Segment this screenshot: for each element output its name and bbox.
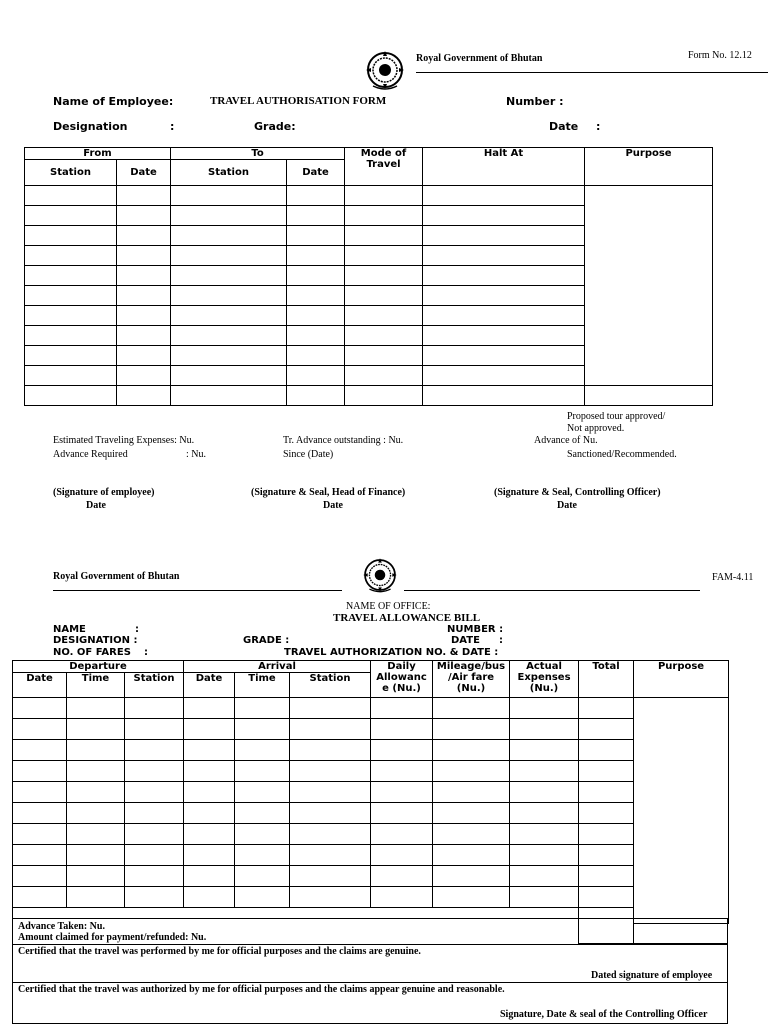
table-cell[interactable] [510,740,579,761]
table-cell[interactable] [13,803,67,824]
table-cell[interactable] [67,887,125,908]
date-colon: : [596,120,601,133]
table-cell[interactable] [345,266,423,286]
table-cell[interactable] [117,386,171,406]
table-cell[interactable] [25,366,117,386]
table-cell[interactable] [510,824,579,845]
table-cell[interactable] [371,740,433,761]
tr-advance-outstanding-label: Tr. Advance outstanding : Nu. [283,435,404,446]
table-cell[interactable] [117,346,171,366]
table-cell[interactable] [433,824,510,845]
royal-emblem-icon [358,555,402,595]
purpose-cell[interactable] [634,698,729,924]
grade-label: Grade: [254,120,296,133]
table-cell[interactable] [510,719,579,740]
name-of-office-label: NAME OF OFFICE: [346,601,431,612]
table-cell[interactable] [171,346,287,366]
travel-allowance-table [12,660,729,924]
table-cell[interactable] [433,740,510,761]
table-cell[interactable] [290,824,371,845]
travel-authorization-label: TRAVEL AUTHORIZATION NO. & DATE : [284,647,499,658]
table-cell[interactable] [510,866,579,887]
table-cell[interactable] [171,246,287,266]
designation-label-2: DESIGNATION : [53,635,138,646]
table-cell[interactable] [125,761,184,782]
table-cell[interactable] [235,824,290,845]
table-cell[interactable] [433,845,510,866]
signature-employee-date: Date [86,500,106,511]
table-cell[interactable] [184,824,235,845]
signature-finance-date: Date [323,500,343,511]
table-cell[interactable] [125,887,184,908]
org-name: Royal Government of Bhutan [416,53,543,64]
table-cell[interactable] [345,206,423,226]
table-cell[interactable] [287,366,345,386]
table-cell[interactable] [287,386,345,406]
table-cell[interactable] [67,719,125,740]
table-cell[interactable] [579,866,634,887]
table-cell[interactable] [510,803,579,824]
table-cell[interactable] [25,266,117,286]
header-halt-at: Halt At [423,148,585,186]
table-cell[interactable] [423,386,585,406]
table-cell[interactable] [371,845,433,866]
sanctioned-recommended-label: Sanctioned/Recommended. [567,449,677,460]
table-cell[interactable] [290,845,371,866]
table-cell[interactable] [579,803,634,824]
table-cell[interactable] [287,346,345,366]
table-cell[interactable] [67,698,125,719]
table-cell[interactable] [345,286,423,306]
table-cell[interactable] [290,698,371,719]
table-cell[interactable] [290,803,371,824]
signature-controlling-officer: Signature, Date & seal of the Controlling Officer [500,1009,708,1020]
table-cell[interactable] [184,719,235,740]
header-mileage: Mileage/bus /Air fare (Nu.) [433,661,510,698]
designation-label: Designation [53,120,128,133]
table-cell[interactable] [184,782,235,803]
table-cell[interactable] [290,866,371,887]
table-cell[interactable] [510,698,579,719]
form-number: Form No. 12.12 [688,50,752,61]
table-cell[interactable] [67,782,125,803]
table-cell[interactable] [235,782,290,803]
table-cell[interactable] [235,740,290,761]
table-cell[interactable] [371,887,433,908]
header-arrival: Arrival [184,661,371,673]
table-cell[interactable] [290,782,371,803]
table-cell[interactable] [13,887,67,908]
table-cell[interactable] [235,698,290,719]
table-cell[interactable] [125,740,184,761]
form-number-2: FAM-4.11 [712,572,754,583]
number-label-2: NUMBER : [447,624,504,635]
table-cell[interactable] [117,246,171,266]
table-cell[interactable] [287,326,345,346]
table-cell[interactable] [25,306,117,326]
table-cell[interactable] [171,366,287,386]
table-cell[interactable] [423,186,585,206]
table-cell[interactable] [433,887,510,908]
table-cell[interactable] [13,719,67,740]
table-cell[interactable] [423,326,585,346]
table-cell[interactable] [13,782,67,803]
table-cell[interactable] [371,761,433,782]
table-cell[interactable] [579,824,634,845]
table-cell[interactable] [433,719,510,740]
table-cell[interactable] [433,803,510,824]
header-total: Total [579,661,634,698]
table-cell[interactable] [579,740,634,761]
header-to-station: Station [171,160,287,186]
table-cell[interactable] [345,186,423,206]
table-cell[interactable] [13,845,67,866]
table-cell[interactable] [345,226,423,246]
certification-controlling: Certified that the travel was authorized by me for official purposes and the claims appear genuine and reasonable. [18,984,505,995]
form-title-2: TRAVEL ALLOWANCE BILL [333,612,481,624]
table-cell[interactable] [125,782,184,803]
table-cell[interactable] [510,845,579,866]
table-cell[interactable] [67,761,125,782]
table-cell[interactable] [579,698,634,719]
date-colon-2: : [499,635,503,646]
table-cell[interactable] [235,761,290,782]
name-of-employee-label: Name of Employee: [53,95,174,108]
table-cell[interactable] [345,246,423,266]
table-cell[interactable] [25,386,117,406]
table-cell[interactable] [235,887,290,908]
table-cell[interactable] [510,887,579,908]
table-cell[interactable] [184,761,235,782]
table-cell[interactable] [287,226,345,246]
table-cell[interactable] [117,186,171,206]
table-cell[interactable] [184,866,235,887]
table-cell[interactable] [235,803,290,824]
table-cell[interactable] [125,866,184,887]
grade-label-2: GRADE : [243,635,290,646]
purpose-claim-cell[interactable] [633,918,728,944]
header-daily-allowance: Daily Allowanc e (Nu.) [371,661,433,698]
table-cell[interactable] [25,186,117,206]
header-from-date: Date [117,160,171,186]
table-cell[interactable] [345,326,423,346]
header-from-station: Station [25,160,117,186]
table-cell[interactable] [345,386,423,406]
table-cell[interactable] [117,286,171,306]
table-cell[interactable] [125,824,184,845]
table-cell[interactable] [171,386,287,406]
table-cell[interactable] [25,326,117,346]
table-cell[interactable] [184,698,235,719]
not-approved: Not approved. [567,423,625,434]
table-cell[interactable] [235,719,290,740]
name-label: NAME [53,624,86,635]
table-cell[interactable] [433,698,510,719]
table-cell[interactable] [423,226,585,246]
org-name-2: Royal Government of Bhutan [53,571,180,582]
fares-colon: : [144,647,148,658]
table-cell[interactable] [171,326,287,346]
date-label-2: DATE [451,635,480,646]
table-cell[interactable] [117,266,171,286]
table-cell[interactable] [345,346,423,366]
table-cell[interactable] [579,887,634,908]
header-to: To [171,148,345,160]
table-cell[interactable] [171,206,287,226]
table-cell[interactable] [171,286,287,306]
table-cell[interactable] [371,782,433,803]
table-cell[interactable] [184,845,235,866]
table-cell[interactable] [25,286,117,306]
table-cell[interactable] [125,719,184,740]
header-from: From [25,148,171,160]
table-cell[interactable] [13,698,67,719]
table-cell[interactable] [67,845,125,866]
table-cell[interactable] [25,226,117,246]
header-purpose-2: Purpose [634,661,729,698]
certification-employee: Certified that the travel was performed by me for official purposes and the claims are genuine. [18,946,421,957]
header-arr-date: Date [184,673,235,698]
table-cell[interactable] [433,866,510,887]
table-cell[interactable] [67,740,125,761]
form-title: TRAVEL AUTHORISATION FORM [210,95,387,107]
table-cell[interactable] [423,246,585,266]
header-purpose: Purpose [585,148,713,186]
table-cell[interactable] [117,306,171,326]
table-cell[interactable] [13,866,67,887]
header-arr-time: Time [235,673,290,698]
table-cell[interactable] [25,346,117,366]
signature-controlling-label: (Signature & Seal, Controlling Officer) [494,487,661,498]
table-cell[interactable] [125,803,184,824]
table-cell[interactable] [287,246,345,266]
table-cell[interactable] [117,366,171,386]
table-cell[interactable] [345,306,423,326]
table-cell[interactable] [235,845,290,866]
table-cell[interactable] [423,266,585,286]
table-cell[interactable] [290,719,371,740]
header-to-date: Date [287,160,345,186]
purpose-cell[interactable] [585,186,713,386]
header-arr-station: Station [290,673,371,698]
number-label: Number : [506,95,564,108]
table-cell[interactable] [13,824,67,845]
date-label: Date [549,120,579,133]
table-cell[interactable] [184,740,235,761]
signature-employee-label: (Signature of employee) [53,487,155,498]
designation-colon: : [170,120,175,133]
table-cell[interactable] [117,206,171,226]
travel-authorisation-table [24,147,713,406]
table-cell[interactable] [433,782,510,803]
signature-finance-label: (Signature & Seal, Head of Finance) [251,487,406,498]
table-cell[interactable] [371,866,433,887]
table-cell[interactable] [117,326,171,346]
table-cell[interactable] [13,761,67,782]
advance-of-label: Advance of Nu. [534,435,598,446]
table-cell[interactable] [287,266,345,286]
table-cell[interactable] [290,740,371,761]
proposed-tour-approved: Proposed tour approved/ [567,411,666,422]
advance-required-label: Advance Required [53,449,128,460]
table-cell[interactable] [510,782,579,803]
amount-claimed-label: Amount claimed for payment/refunded: Nu. [18,932,207,943]
table-cell[interactable] [423,286,585,306]
table-cell[interactable] [235,866,290,887]
table-cell[interactable] [67,803,125,824]
table-cell[interactable] [287,206,345,226]
table-cell[interactable] [579,719,634,740]
table-cell[interactable] [171,266,287,286]
header-dep-time: Time [67,673,125,698]
table-cell[interactable] [125,845,184,866]
table-cell[interactable] [423,306,585,326]
name-colon: : [135,624,139,635]
table-cell[interactable] [67,866,125,887]
header-dep-date: Date [13,673,67,698]
dated-signature-employee: Dated signature of employee [591,970,713,981]
table-cell[interactable] [579,845,634,866]
estimated-expenses-label: Estimated Traveling Expenses: Nu. [53,435,195,446]
table-cell[interactable] [371,698,433,719]
table-cell[interactable] [25,206,117,226]
table-cell[interactable] [13,740,67,761]
since-date-label: Since (Date) [283,449,334,460]
table-cell[interactable] [25,246,117,266]
header-mode-of-travel: Mode of Travel [345,148,423,186]
table-cell[interactable] [287,286,345,306]
signature-controlling-date: Date [557,500,577,511]
table-cell[interactable] [371,719,433,740]
header-dep-station: Station [125,673,184,698]
table-cell[interactable] [125,698,184,719]
header-actual-expenses: Actual Expenses (Nu.) [510,661,579,698]
table-cell[interactable] [171,306,287,326]
table-cell[interactable] [117,226,171,246]
table-cell[interactable] [184,803,235,824]
table-cell[interactable] [371,803,433,824]
table-cell[interactable] [290,887,371,908]
advance-required-nu: : Nu. [186,449,206,460]
table-cell[interactable] [579,782,634,803]
table-cell[interactable] [579,761,634,782]
table-cell[interactable] [184,887,235,908]
table-cell[interactable] [287,186,345,206]
header-departure: Departure [13,661,184,673]
advance-taken-label: Advance Taken: Nu. [18,921,105,932]
table-cell[interactable] [423,206,585,226]
purpose-cell[interactable] [585,386,713,406]
table-cell[interactable] [171,226,287,246]
total-claim-cell[interactable] [578,918,634,944]
table-cell[interactable] [345,366,423,386]
table-cell[interactable] [67,824,125,845]
table-cell[interactable] [171,186,287,206]
table-cell[interactable] [371,824,433,845]
no-of-fares-label: NO. OF FARES [53,647,131,658]
table-cell[interactable] [433,761,510,782]
royal-emblem-icon [360,48,410,92]
table-cell[interactable] [290,761,371,782]
table-cell[interactable] [423,346,585,366]
table-cell[interactable] [423,366,585,386]
table-cell[interactable] [287,306,345,326]
table-cell[interactable] [510,761,579,782]
